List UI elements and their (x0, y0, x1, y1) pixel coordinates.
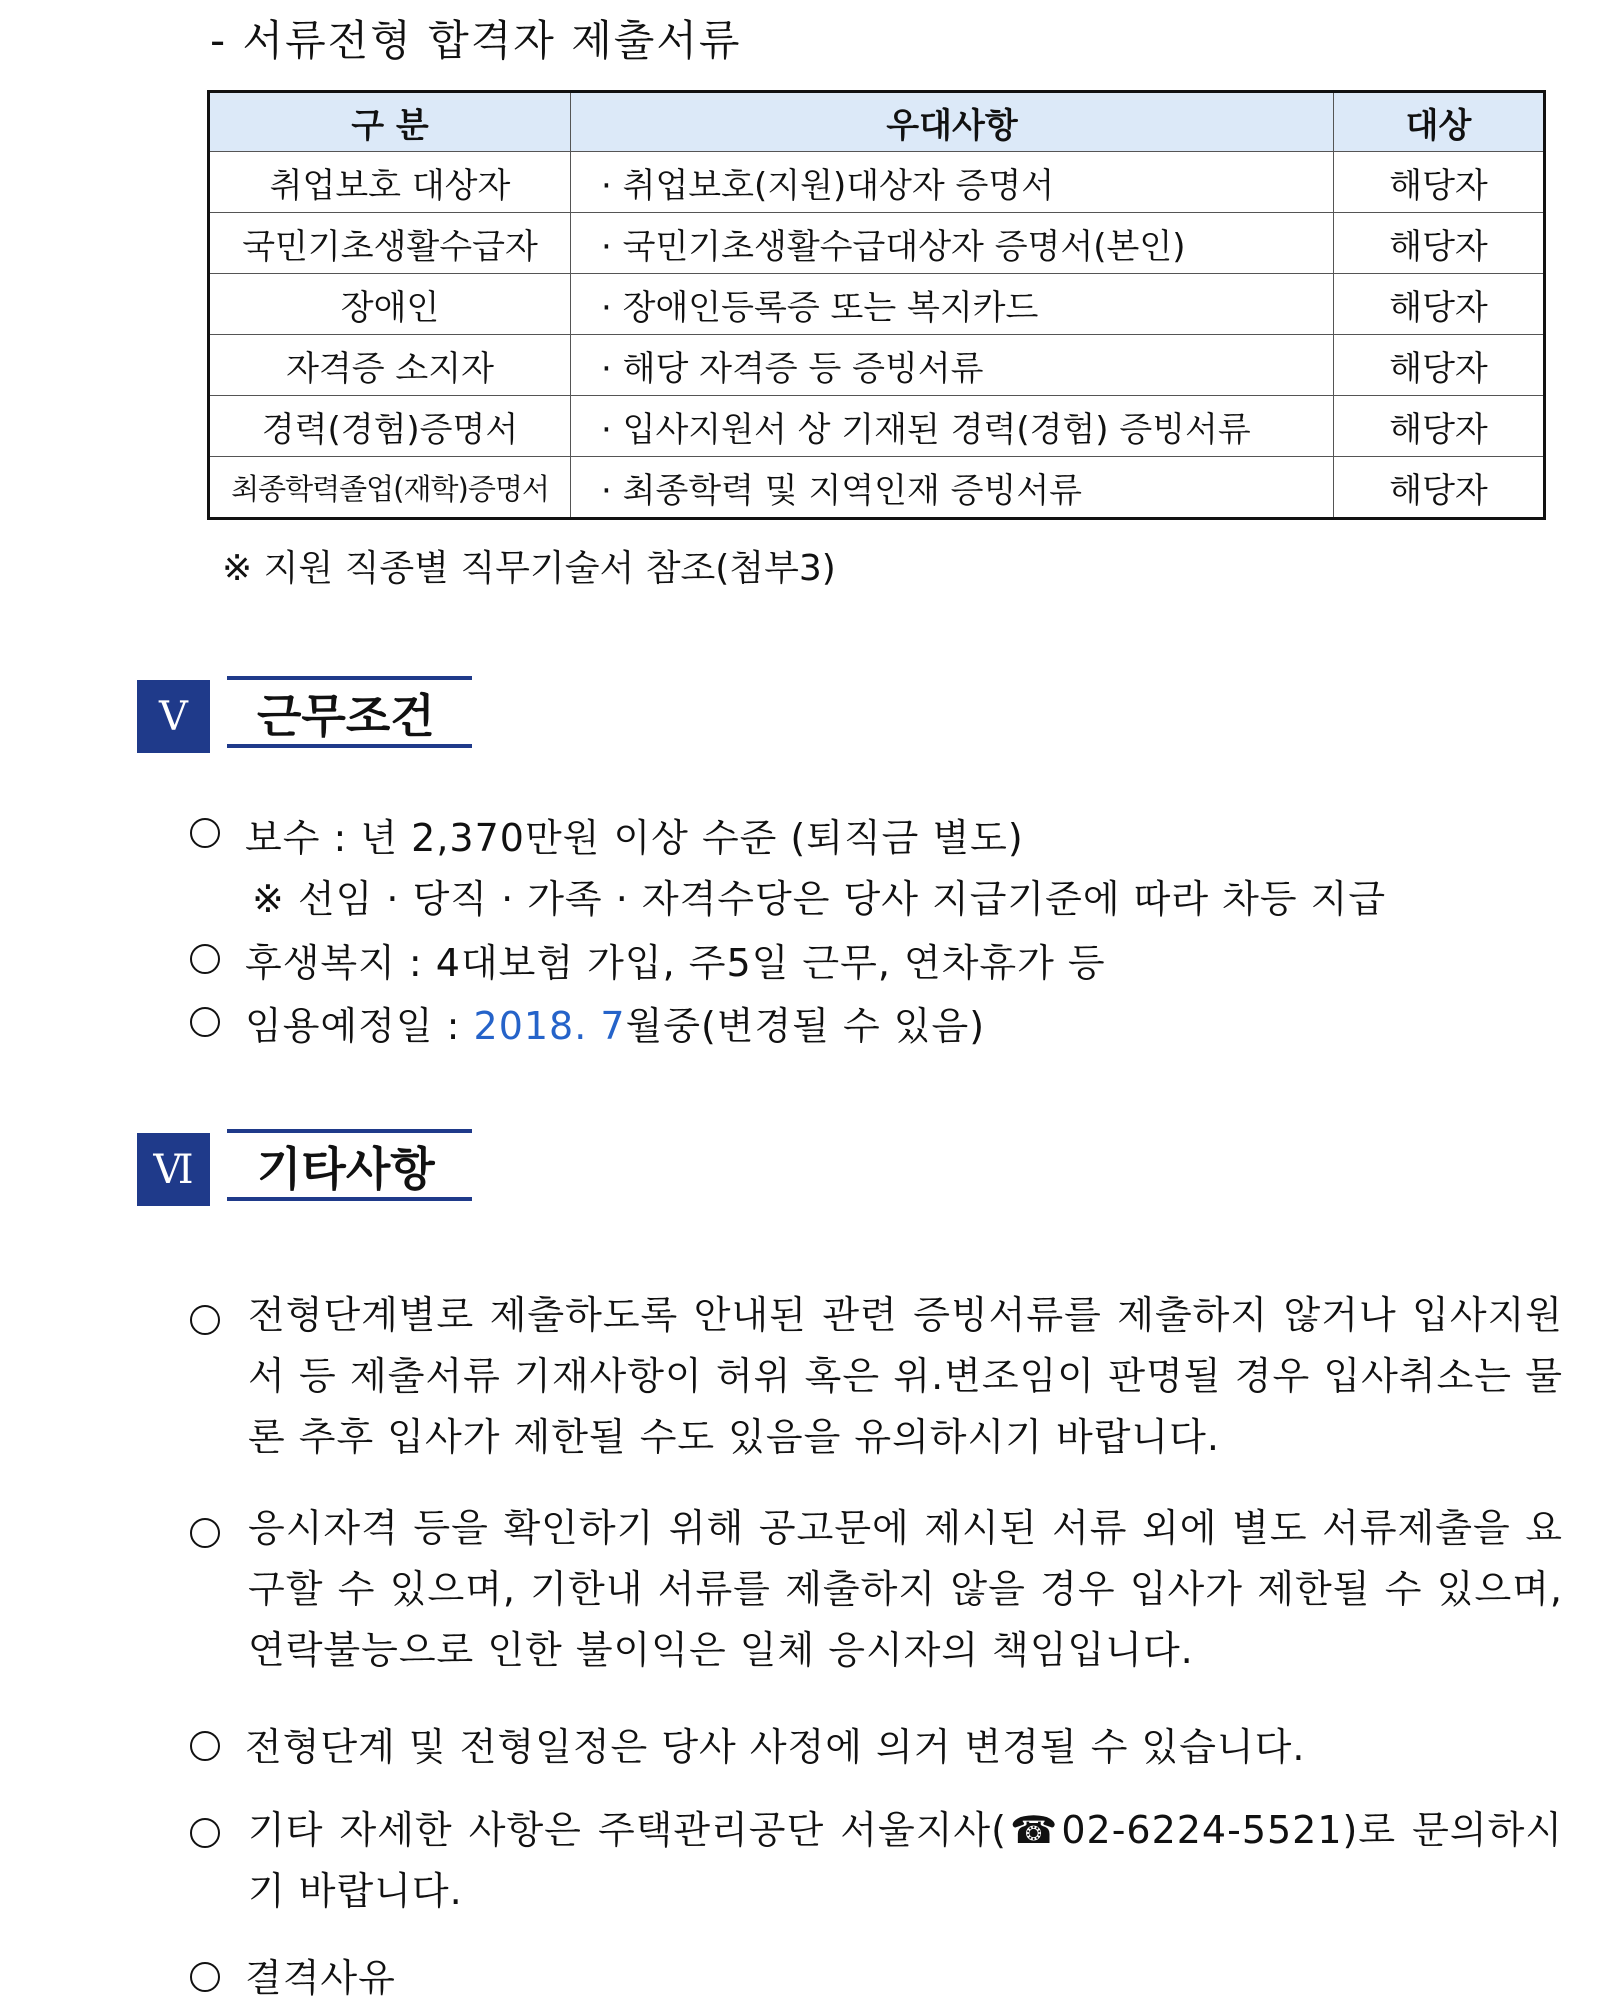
table-row (209, 396, 1545, 457)
subheading: - 서류전형 합격자 제출서류 (210, 16, 742, 65)
row-document: · 입사지원서 상 기재된 경력(경험) 증빙서류 (571, 396, 1334, 457)
circle-bullet-icon (190, 1007, 220, 1037)
section-title: 기타사항 (227, 1129, 472, 1201)
other-item-3: 전형단계 및 전형일정은 당사 사정에 의거 변경될 수 있습니다. (245, 1725, 1306, 1769)
welfare-line: 후생복지 : 4대보험 가입, 주5일 근무, 연차휴가 등 (245, 941, 1106, 985)
table-note: ※ 지원 직종별 직무기술서 참조(첨부3) (222, 548, 836, 589)
start-date-line (245, 995, 985, 1050)
row-target: 해당자 (1334, 396, 1545, 457)
salary-note: ※ 선임 · 당직 · 가족 · 자격수당은 당사 지급기준에 따라 차등 지급 (252, 877, 1387, 921)
start-date-rest: 월중(변경될 수 있음) (625, 1004, 986, 1048)
row-target: 해당자 (1334, 274, 1545, 335)
row-category: 국민기초생활수급자 (209, 213, 571, 274)
header-category: 구 분 (209, 92, 571, 152)
row-category: 경력(경험)증명서 (209, 396, 571, 457)
other-item-2: 응시자격 등을 확인하기 위해 공고문에 제시된 서류 외에 별도 서류제출을 요구할 수 있으며, 기한내 서류를 제출하지 않을 경우 입사가 제한될 수 있으며, 연락불능으로 인한 불이익은 일체 응시자의 책임입니다. (248, 1506, 1563, 1672)
table-row (209, 152, 1545, 213)
row-document: · 최종학력 및 지역인재 증빙서류 (571, 457, 1334, 519)
other-item-4: 기타 자세한 사항은 주택관리공단 서울지사(☎02-6224-5521)로 문의하시기 바랍니다. (248, 1808, 1563, 1913)
table-row (209, 274, 1545, 335)
circle-bullet-icon (190, 1818, 220, 1848)
row-category: 장애인 (209, 274, 571, 335)
other-item-5: 결격사유 (245, 1956, 396, 2000)
section-title: 근무조건 (227, 676, 472, 748)
section-number-badge: Ⅴ (137, 680, 210, 753)
table-header-row (209, 92, 1545, 152)
circle-bullet-icon (190, 944, 220, 974)
start-date-label: 임용예정일 : (245, 1004, 474, 1048)
table-row (209, 457, 1545, 519)
row-category: 최종학력졸업(재학)증명서 (209, 457, 571, 519)
row-target: 해당자 (1334, 213, 1545, 274)
row-category: 취업보호 대상자 (209, 152, 571, 213)
row-target: 해당자 (1334, 457, 1545, 519)
circle-bullet-icon (190, 1962, 220, 1992)
row-category: 자격증 소지자 (209, 335, 571, 396)
row-document: · 해당 자격증 등 증빙서류 (571, 335, 1334, 396)
salary-line: 보수 : 년 2,370만원 이상 수준 (퇴직금 별도) (245, 816, 1024, 860)
row-document: · 장애인등록증 또는 복지카드 (571, 274, 1334, 335)
circle-bullet-icon (190, 818, 220, 848)
circle-bullet-icon (190, 1305, 220, 1335)
row-document: · 국민기초생활수급대상자 증명서(본인) (571, 213, 1334, 274)
other-item-1: 전형단계별로 제출하도록 안내된 관련 증빙서류를 제출하지 않거나 입사지원서 등 제출서류 기재사항이 허위 혹은 위.변조임이 판명될 경우 입사취소는 물론 추후 입사가 제한될 수도 있음을 유의하시기 바랍니다. (248, 1293, 1563, 1459)
table-row (209, 213, 1545, 274)
header-target: 대상 (1334, 92, 1545, 152)
header-preference: 우대사항 (571, 92, 1334, 152)
section-number-badge: Ⅵ (137, 1133, 210, 1206)
table-row (209, 335, 1545, 396)
start-date-value: 2018. 7 (473, 1004, 626, 1048)
row-target: 해당자 (1334, 335, 1545, 396)
circle-bullet-icon (190, 1731, 220, 1761)
row-document: · 취업보호(지원)대상자 증명서 (571, 152, 1334, 213)
required-documents-table (207, 90, 1546, 520)
row-target: 해당자 (1334, 152, 1545, 213)
circle-bullet-icon (190, 1518, 220, 1548)
